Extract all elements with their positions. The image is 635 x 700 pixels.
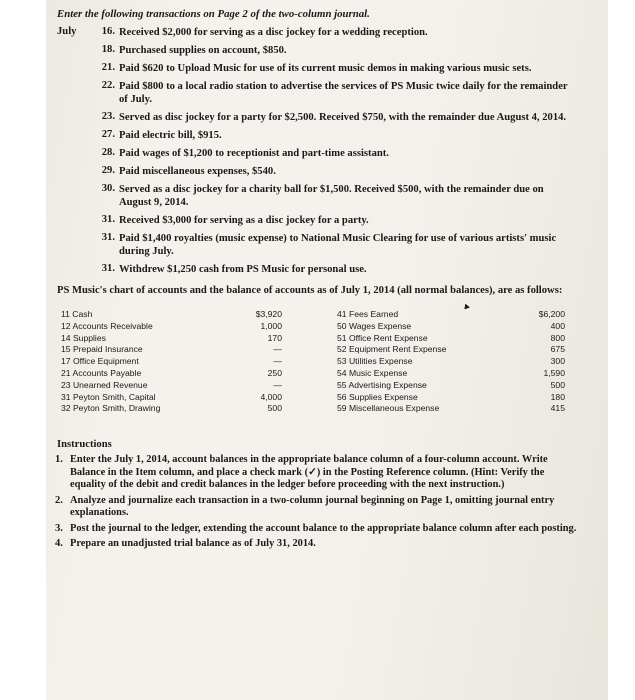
- transaction-text: Paid $1,400 royalties (music expense) to National Music Clearing for use of various artists' music during July.: [119, 233, 557, 257]
- account-name: 51 Office Rent Expense: [337, 332, 428, 343]
- account-balance: 1,000: [260, 320, 282, 331]
- instruction-number: 1.: [55, 454, 63, 465]
- transaction-day: 30.: [101, 183, 115, 194]
- account-balance: 500: [550, 379, 565, 390]
- account-balance: 4,000: [260, 391, 282, 402]
- account-name: 55 Advertising Expense: [337, 379, 427, 390]
- account-name: 53 Utilities Expense: [337, 356, 413, 367]
- account-name: 41 Fees Earned: [337, 309, 399, 319]
- account-name: 21 Accounts Payable: [61, 368, 142, 378]
- transaction-item: [57, 129, 577, 142]
- transaction-day: 23.: [101, 111, 115, 122]
- instruction-item: [57, 523, 577, 536]
- account-balance: 1,590: [543, 368, 565, 378]
- account-name: 11 Cash: [61, 309, 93, 319]
- account-name: 56 Supplies Expense: [337, 391, 418, 402]
- transaction-day: 28.: [101, 147, 115, 158]
- account-name: 17 Office Equipment: [61, 356, 139, 367]
- account-name: 31 Peyton Smith, Capital: [61, 391, 156, 402]
- account-balance: $6,200: [538, 309, 565, 319]
- instructions-title: Instructions: [57, 439, 112, 450]
- transaction-item: [57, 263, 577, 276]
- transaction-text: Served as a disc jockey for a charity ball for $1,500. Received $500, with the remainder due on August 9, 2014.: [119, 184, 544, 208]
- transaction-text: Received $2,000 for serving as a disc jockey for a wedding reception.: [119, 27, 428, 38]
- page-margin-right: [608, 0, 635, 700]
- transaction-day: 29.: [101, 165, 115, 176]
- transaction-day: 18.: [101, 44, 115, 55]
- chart-of-accounts-intro: PS Music's chart of accounts and the balance of accounts as of July 1, 2014 (all normal balances), are as follows:: [57, 285, 563, 296]
- transaction-text: Paid wages of $1,200 to receptionist and part-time assistant.: [119, 148, 389, 159]
- account-name: 50 Wages Expense: [337, 320, 412, 331]
- transaction-item: [57, 62, 577, 75]
- transaction-day: 31.: [101, 232, 115, 243]
- account-name: 15 Prepaid Insurance: [61, 344, 143, 355]
- transaction-item: [57, 232, 577, 258]
- account-balance: —: [273, 356, 282, 367]
- account-balance: 180: [550, 391, 565, 402]
- transaction-text: Withdrew $1,250 cash from PS Music for personal use.: [119, 264, 367, 275]
- transaction-text: Purchased supplies on account, $850.: [119, 45, 287, 56]
- account-balance: —: [273, 344, 282, 355]
- instruction-number: 2.: [55, 494, 63, 506]
- instruction-text: Post the journal to the ledger, extending the account balance to the appropriate balance column after each posting.: [70, 522, 577, 534]
- account-balance: 170: [267, 332, 282, 343]
- transaction-text: Received $3,000 for serving as a disc jockey for a party.: [119, 215, 369, 226]
- transaction-item: [57, 111, 577, 124]
- transaction-month: July: [57, 26, 77, 37]
- instruction-item: [57, 454, 577, 492]
- transaction-item: [57, 44, 577, 57]
- instruction-text: Enter the July 1, 2014, account balances in the appropriate balance column of a four-column account. Write Balance in the Item column, and place a check mark (✓) in the Posting Reference column. (Hint: Verify the equality of the debit and credit balances in the ledger before proceeding with the next instruction.): [70, 454, 548, 490]
- account-name: 32 Peyton Smith, Drawing: [61, 403, 161, 414]
- transaction-day: 21.: [101, 62, 115, 73]
- transaction-list: [57, 26, 577, 276]
- transaction-day: 16.: [101, 26, 115, 37]
- account-balance: 300: [550, 356, 565, 367]
- transaction-item: [57, 80, 577, 106]
- account-balance: 400: [550, 320, 565, 331]
- instruction-item: [57, 538, 577, 551]
- instruction-text: Prepare an unadjusted trial balance as of July 31, 2014.: [70, 538, 316, 549]
- instruction-number: 3.: [55, 522, 63, 534]
- account-balance: —: [273, 379, 282, 390]
- account-name: 23 Unearned Revenue: [61, 379, 148, 390]
- transaction-item: [57, 26, 577, 39]
- transaction-day: 31.: [101, 263, 115, 274]
- page-margin-left: [0, 0, 46, 700]
- account-balance: $3,920: [255, 309, 282, 319]
- account-balance: 675: [550, 344, 565, 355]
- instructions-list: [57, 454, 577, 551]
- instruction-item: [57, 495, 577, 520]
- account-balance: 250: [267, 368, 282, 378]
- transaction-day: 27.: [101, 129, 115, 140]
- transaction-item: [57, 214, 577, 227]
- transaction-day: 31.: [101, 214, 115, 225]
- transaction-day: 22.: [101, 80, 115, 91]
- account-name: 59 Miscellaneous Expense: [337, 403, 440, 414]
- transaction-text: Paid electric bill, $915.: [119, 130, 222, 141]
- chart-of-accounts: [57, 309, 577, 434]
- transaction-item: [57, 183, 577, 209]
- account-balance: 415: [550, 403, 565, 414]
- transaction-text: Paid miscellaneous expenses, $540.: [119, 166, 276, 177]
- transaction-text: Paid $800 to a local radio station to advertise the services of PS Music twice daily for the remainder of July.: [119, 81, 568, 105]
- transaction-text: Paid $620 to Upload Music for use of its current music demos in making various music sets.: [119, 63, 532, 74]
- transaction-text: Served as disc jockey for a party for $2,500. Received $750, with the remainder due August 4, 2014.: [119, 112, 567, 123]
- instruction-number: 4.: [55, 538, 63, 549]
- problem-content: [57, 8, 577, 551]
- transaction-item: [57, 147, 577, 160]
- transaction-item: [57, 165, 577, 178]
- account-balance: 800: [550, 332, 565, 343]
- instruction-text: Analyze and journalize each transaction in a two-column journal beginning on Page 1, omitting journal entry explanations.: [70, 494, 555, 518]
- account-name: 12 Accounts Receivable: [61, 320, 153, 331]
- account-name: 14 Supplies: [61, 332, 106, 343]
- problem-heading: Enter the following transactions on Page 2 of the two-column journal.: [57, 8, 370, 20]
- account-name: 54 Music Expense: [337, 368, 408, 378]
- account-balance: 500: [267, 403, 282, 414]
- account-name: 52 Equipment Rent Expense: [337, 344, 447, 355]
